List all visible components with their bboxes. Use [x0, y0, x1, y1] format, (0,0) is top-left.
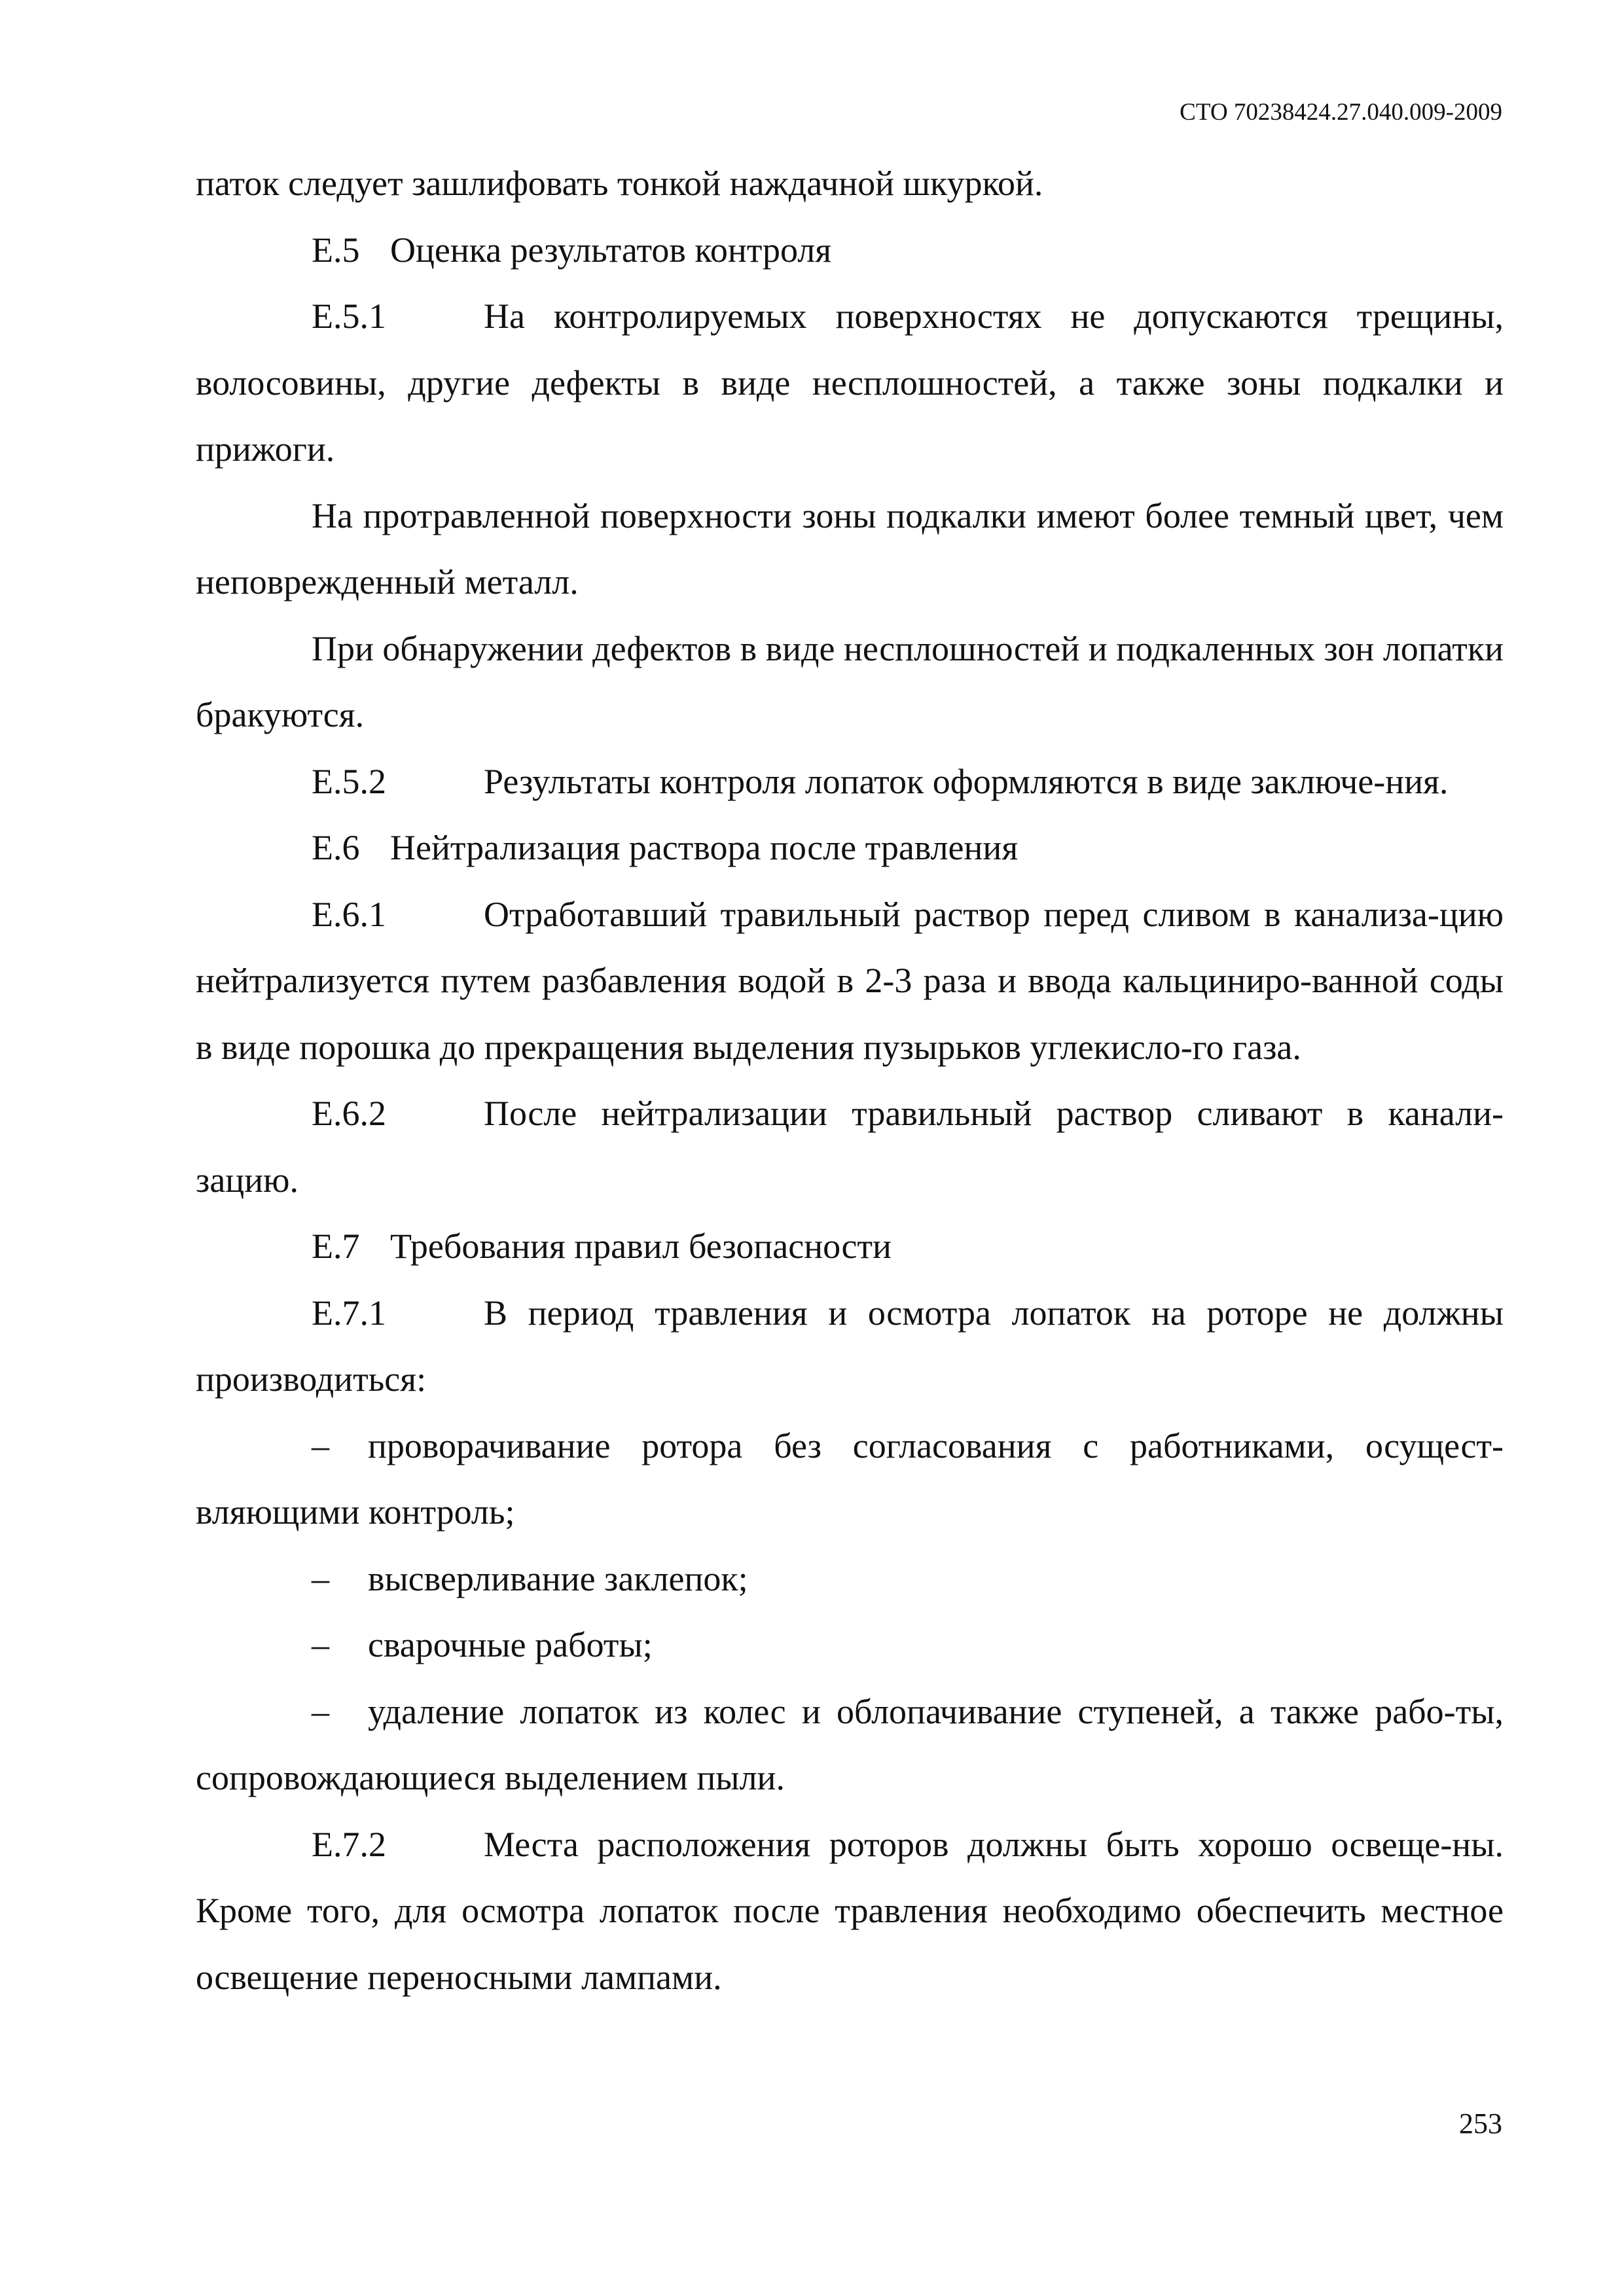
section-number: Е.5: [312, 230, 360, 270]
section-title: Требования правил безопасности: [390, 1227, 892, 1266]
list-item-text: высверливание заклепок;: [368, 1558, 748, 1598]
clause-text: Места расположения роторов должны быть хорошо освеще-ны. Кроме того, для осмотра лопаток после травления необходимо обеспечить местное освещение переносными лампами.: [196, 1824, 1504, 1997]
paragraph-defects-rejection: При обнаружении дефектов в виде несплошностей и подкаленных зон лопатки бракуются.: [196, 628, 1504, 734]
list-item: [196, 1612, 1504, 1679]
list-item-text: проворачивание ротора без согласования с работниками, осущест-вляющими контроль;: [196, 1426, 1504, 1532]
clause-e6-1: [196, 882, 1504, 1081]
section-heading-e7: [196, 1213, 1504, 1280]
clause-number: Е.5.1: [312, 296, 386, 336]
clause-text: На контролируемых поверхностях не допускаются трещины, волосовины, другие дефекты в виде несплошностей, а также зоны подкалки и прижоги.: [196, 296, 1504, 469]
section-number: Е.7: [312, 1227, 360, 1266]
document-body: [196, 151, 1504, 2011]
clause-e5-2: [196, 749, 1504, 816]
clause-e5-1: [196, 283, 1504, 483]
list-dash: –: [312, 1426, 329, 1465]
list-dash: –: [312, 1625, 329, 1664]
document-code: СТО 70238424.27.040.009-2009: [1180, 99, 1502, 126]
clause-e6-2: [196, 1081, 1504, 1213]
clause-e7-2: [196, 1812, 1504, 2011]
section-title: Оценка результатов контроля: [390, 230, 832, 270]
page-number: 253: [1459, 2108, 1502, 2140]
list-item-text: удаление лопаток из колес и облопачивание ступеней, а также рабо-ты, сопровождающиеся выделением пыли.: [196, 1691, 1504, 1797]
clause-number: Е.6.2: [312, 1094, 386, 1133]
list-dash: –: [312, 1558, 329, 1598]
paragraph-etched-surface: На протравленной поверхности зоны подкалки имеют более темный цвет, чем неповрежденный металл.: [196, 495, 1504, 601]
section-heading-e5: [196, 217, 1504, 284]
paragraph-continuation: паток следует зашлифовать тонкой наждачной шкуркой.: [196, 164, 1043, 203]
clause-text: После нейтрализации травильный раствор сливают в канали-зацию.: [196, 1094, 1504, 1200]
clause-text: Результаты контроля лопаток оформляются в виде заключе-ния.: [484, 761, 1449, 801]
clause-number: Е.5.2: [312, 761, 386, 801]
clause-number: Е.7.2: [312, 1824, 386, 1864]
clause-text: В период травления и осмотра лопаток на роторе не должны производиться:: [196, 1293, 1504, 1399]
list-item: [196, 1546, 1504, 1613]
list-dash: –: [312, 1691, 329, 1731]
clause-e7-1: [196, 1280, 1504, 1413]
section-heading-e6: [196, 815, 1504, 882]
clause-number: Е.6.1: [312, 894, 386, 934]
clause-text: Отработавший травильный раствор перед сливом в канализа-цию нейтрализуется путем разбавления водой в 2-3 раза и ввода кальциниро-ванной соды в виде порошка до прекращения выделения пузырьков углекисло-го газа.: [196, 894, 1504, 1067]
list-item-text: сварочные работы;: [368, 1625, 653, 1664]
section-title: Нейтрализация раствора после травления: [390, 828, 1019, 867]
list-item: [196, 1413, 1504, 1546]
section-number: Е.6: [312, 828, 360, 867]
list-item: [196, 1679, 1504, 1812]
clause-number: Е.7.1: [312, 1293, 386, 1333]
